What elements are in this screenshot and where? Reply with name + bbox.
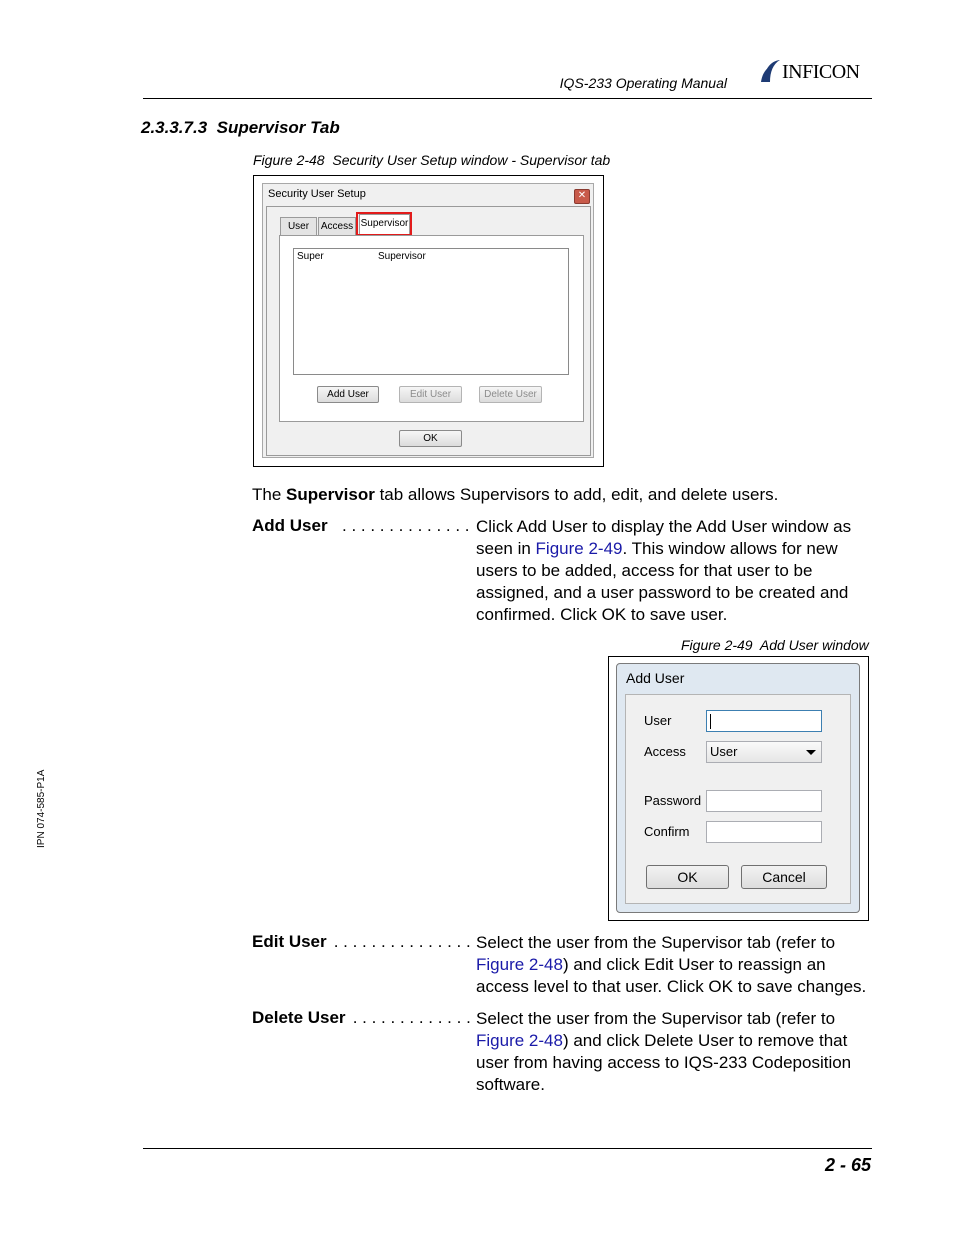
figure-48-link[interactable]: Figure 2-48 bbox=[476, 955, 563, 974]
figure-49-link[interactable]: Figure 2-49 bbox=[535, 539, 623, 558]
intro-post: tab allows Supervisors to add, edit, and delete users. bbox=[374, 485, 779, 504]
manual-title: IQS-233 Operating Manual bbox=[559, 75, 727, 91]
edit-user-dots: . . . . . . . . . . . . . . . bbox=[329, 932, 471, 951]
delete-user-desc-pre: Select the user from the Supervisor tab (refer to bbox=[476, 1009, 836, 1028]
add-user-window bbox=[616, 663, 860, 913]
figure-48-link[interactable]: Figure 2-48 bbox=[476, 1031, 563, 1050]
tab-user[interactable]: User bbox=[280, 217, 317, 235]
confirm-label: Confirm bbox=[644, 824, 690, 839]
document-ipn: IPN 074-585-P1A bbox=[36, 769, 47, 848]
window-title: Add User bbox=[626, 670, 685, 686]
intro-pre: The bbox=[252, 485, 287, 504]
add-user-desc-pre: Click Add User to display the Add User window as seen in bbox=[476, 517, 852, 558]
user-input[interactable] bbox=[706, 710, 822, 732]
add-user-button[interactable]: Add User bbox=[317, 386, 379, 403]
access-select-value: User bbox=[710, 744, 738, 759]
delete-user-button[interactable]: Delete User bbox=[479, 386, 542, 403]
footer-rule bbox=[143, 1148, 872, 1149]
page-number: 2 - 65 bbox=[824, 1155, 871, 1175]
inficon-logo bbox=[760, 58, 872, 84]
header-rule bbox=[143, 98, 872, 99]
inficon-logo-icon bbox=[760, 58, 782, 84]
access-select[interactable] bbox=[706, 741, 822, 763]
close-icon[interactable]: ✕ bbox=[574, 189, 590, 204]
delete-user-term: Delete User bbox=[252, 1008, 346, 1027]
ok-button[interactable]: OK bbox=[399, 430, 462, 447]
add-user-description bbox=[476, 516, 872, 626]
access-label: Access bbox=[644, 744, 686, 759]
list-row-user-name[interactable]: Super bbox=[297, 251, 324, 262]
section-title: 2.3.3.7.3 Supervisor Tab bbox=[141, 118, 340, 137]
edit-user-term: Edit User bbox=[252, 932, 327, 951]
figure-48-caption: Figure 2-48 Security User Setup window - Supervisor tab bbox=[253, 152, 611, 168]
user-label: User bbox=[644, 713, 672, 728]
delete-user-dots: . . . . . . . . . . . . . bbox=[348, 1008, 471, 1027]
password-label: Password bbox=[644, 793, 702, 808]
delete-user-desc-post: ) and click Delete User to remove that user from having access to IQS-233 Codeposition software. bbox=[476, 1031, 852, 1094]
tab-supervisor[interactable]: Supervisor bbox=[359, 214, 410, 235]
chevron-down-icon bbox=[806, 750, 816, 755]
list-row-access-level: Supervisor bbox=[378, 251, 426, 262]
add-user-form bbox=[625, 694, 851, 904]
figure-49-caption: Figure 2-49 Add User window bbox=[681, 637, 869, 653]
window-title: Security User Setup bbox=[268, 188, 366, 200]
intro-paragraph bbox=[252, 484, 872, 506]
edit-user-desc-post: ) and click Edit User to reassign an access level to that user. Click OK to save changes. bbox=[476, 955, 867, 996]
delete-user-description bbox=[476, 1008, 872, 1096]
add-user-term: Add User bbox=[252, 516, 328, 535]
text-caret bbox=[710, 714, 711, 729]
supervisor-user-list[interactable] bbox=[293, 248, 569, 375]
add-user-desc-post: . This window allows for new users to be added, access for that user to be assigned, and a user password to be created and confirmed. Click OK to save user. bbox=[476, 539, 849, 624]
supervisor-tab-highlight bbox=[356, 212, 412, 236]
edit-user-description bbox=[476, 932, 872, 998]
edit-user-desc-pre: Select the user from the Supervisor tab (refer to bbox=[476, 933, 836, 952]
tab-access[interactable]: Access bbox=[318, 217, 356, 235]
cancel-button[interactable]: Cancel bbox=[741, 865, 827, 889]
confirm-password-input[interactable] bbox=[706, 821, 822, 843]
password-input[interactable] bbox=[706, 790, 822, 812]
intro-bold: Supervisor bbox=[286, 485, 375, 504]
ok-button[interactable]: OK bbox=[646, 865, 729, 889]
logo-text: INFICON bbox=[782, 61, 860, 83]
add-user-dots: . . . . . . . . . . . . . . bbox=[342, 516, 470, 535]
edit-user-button[interactable]: Edit User bbox=[399, 386, 462, 403]
